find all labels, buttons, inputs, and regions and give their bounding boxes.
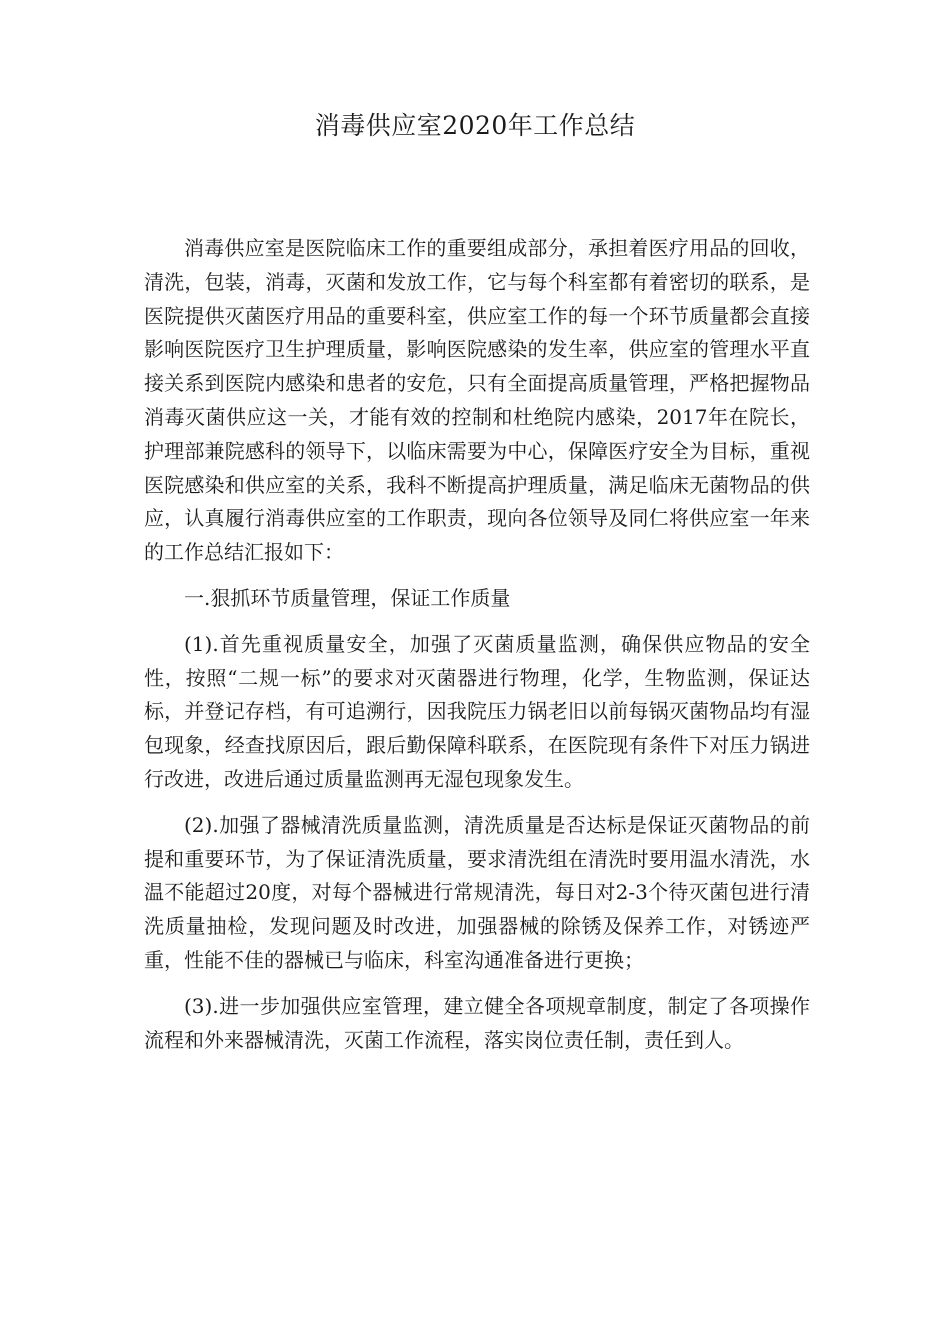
- item-paragraph-1: (1).首先重视质量安全，加强了灭菌质量监测，确保供应物品的安全性，按照“二规一标”的要求对灭菌器进行物理，化学，生物监测，保证达标，并登记存档，有可追溯行，因我院压力锅老旧以前每锅灭菌物品均有湿包现象，经查找原因后，跟后勤保障科联系，在医院现有条件下对压力锅进行改进，改进后通过质量监测再无湿包现象发生。: [144, 631, 810, 791]
- section-heading: 一.狠抓环节质量管理，保证工作质量: [184, 585, 511, 610]
- document-title: 消毒供应室2020年工作总结: [314, 111, 636, 140]
- document-body: [144, 232, 810, 1069]
- item-paragraph-2: (2).加强了器械清洗质量监测，清洗质量是否达标是保证灭菌物品的前提和重要环节，为了保证清洗质量，要求清洗组在清洗时要用温水清洗，水温不能超过20度，对每个器械进行常规清洗，每日对2-3个待灭菌包进行清洗质量抽检，发现问题及时改进，加强器械的除锈及保养工作，对锈迹严重，性能不佳的器械已与临床，科室沟通准备进行更换；: [144, 812, 810, 972]
- item-paragraph-3: (3).进一步加强供应室管理，建立健全各项规章制度，制定了各项操作流程和外来器械清洗，灭菌工作流程，落实岗位责任制，责任到人。: [144, 993, 810, 1052]
- intro-paragraph: 消毒供应室是医院临床工作的重要组成部分，承担着医疗用品的回收，清洗，包装，消毒，灭菌和发放工作，它与每个科室都有着密切的联系，是医院提供灭菌医疗用品的重要科室，供应室工作的每一个环节质量都会直接影响医院医疗卫生护理质量，影响医院感染的发生率，供应室的管理水平直接关系到医院内感染和患者的安危，只有全面提高质量管理，严格把握物品消毒灭菌供应这一关，才能有效的控制和杜绝院内感染，2017年在院长，护理部兼院感科的领导下，以临床需要为中心，保障医疗安全为目标，重视医院感染和供应室的关系，我科不断提高护理质量，满足临床无菌物品的供应，认真履行消毒供应室的工作职责，现向各位领导及同仁将供应室一年来的工作总结汇报如下：: [144, 236, 810, 565]
